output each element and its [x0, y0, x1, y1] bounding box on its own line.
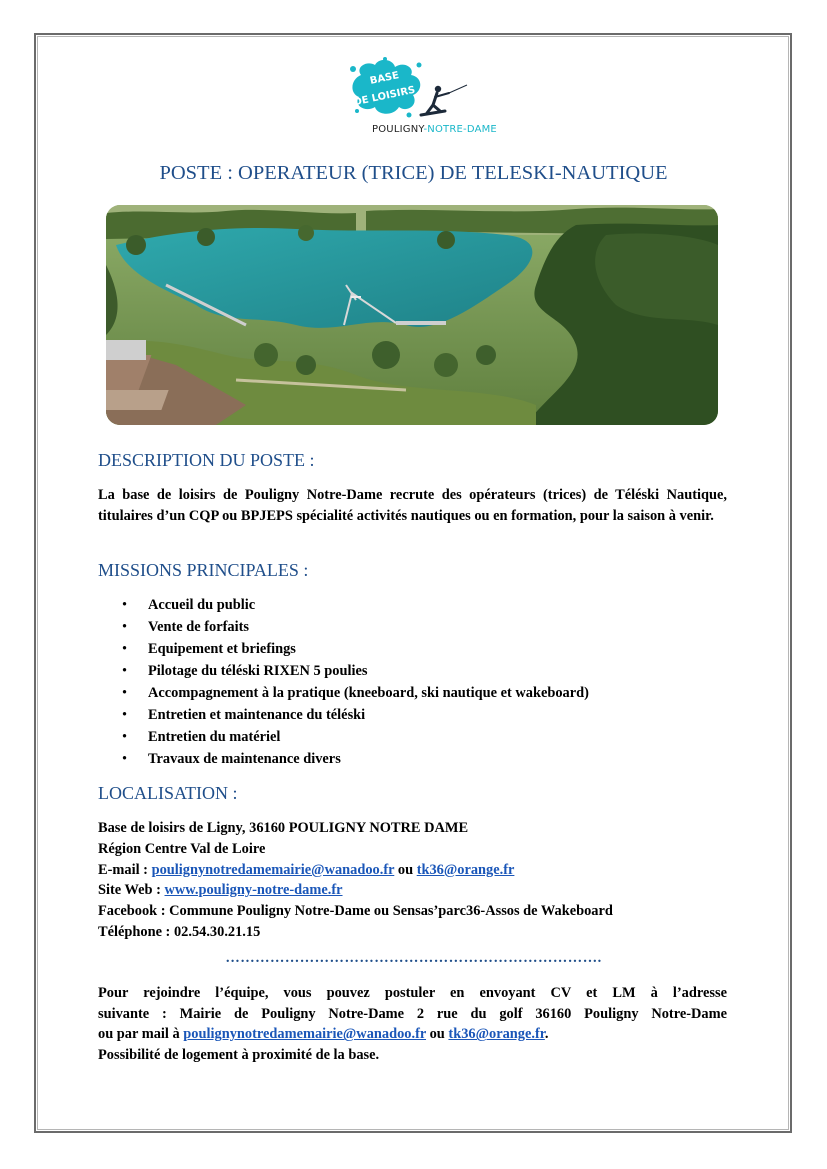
- apply-line-1: Pour rejoindre l’équipe, vous pouvez postuler en envoyant CV et LM à l’adresse: [98, 985, 727, 1001]
- email-label: E-mail :: [98, 861, 152, 878]
- apply-line-2: suivante : Mairie de Pouligny Notre-Dame 2 rue du golf 36160 Pouligny Notre-Dame: [98, 1005, 727, 1022]
- mission-label: Entretien du matériel: [148, 729, 281, 745]
- apply-paragraph: [98, 983, 727, 1066]
- region-line: Région Centre Val de Loire: [98, 840, 266, 857]
- mission-label: Accueil du public: [148, 597, 256, 613]
- localisation-details: [98, 818, 613, 943]
- apply-line-3-prefix: ou par mail à: [98, 1026, 184, 1043]
- mission-label: Accompagnement à la pratique (kneeboard, ski nautique et wakeboard): [148, 685, 589, 701]
- missions-heading: MISSIONS PRINCIPALES :: [98, 560, 309, 580]
- list-item: [122, 638, 589, 660]
- bullet-icon: •: [122, 663, 128, 679]
- mission-label: Vente de forfaits: [148, 619, 249, 635]
- logo-text-bottom: DE LOISIRS: [352, 84, 417, 109]
- email-or: ou: [394, 861, 417, 878]
- missions-list: [122, 594, 589, 770]
- logo-caption: [372, 124, 497, 135]
- list-item: [122, 594, 589, 616]
- website-line: [98, 880, 613, 901]
- bullet-icon: •: [122, 751, 128, 767]
- apply-line-3-suffix: .: [544, 1026, 549, 1043]
- address-line: Base de loisirs de Ligny, 36160 POULIGNY NOTRE DAME: [98, 820, 469, 836]
- phone-line: Téléphone : 02.54.30.21.15: [98, 923, 261, 940]
- email-link-mairie[interactable]: poulignynotredamemairie@wanadoo.fr: [151, 861, 395, 878]
- job-title: POSTE : OPERATEUR (TRICE) DE TELESKI-NAUTIQUE: [159, 162, 668, 184]
- wakeboarder-icon: [421, 85, 467, 115]
- description-text: La base de loisirs de Pouligny Notre-Dame recrute des opérateurs (trices) de Téléski Nautique, titulaires d’un CQP ou BPJEPS spécialité activités nautiques ou en formation, pour la saison à venir.: [98, 487, 727, 524]
- list-item: [122, 704, 589, 726]
- logo-text-top: BASE: [368, 70, 401, 87]
- logo-caption-part-2: -NOTRE-DAME: [423, 124, 497, 135]
- website-label: Site Web :: [98, 882, 165, 899]
- list-item: [122, 748, 589, 770]
- apply-line-4: Possibilité de logement à proximité de la base.: [98, 1047, 380, 1064]
- bullet-icon: •: [122, 707, 128, 723]
- dotted-separator: ………………………………………………………………….: [225, 950, 602, 966]
- website-link[interactable]: www.pouligny-notre-dame.fr: [164, 882, 343, 899]
- bullet-icon: •: [122, 641, 128, 657]
- facebook-line: Facebook : Commune Pouligny Notre-Dame ou Sensas’parc36-Assos de Wakeboard: [98, 903, 613, 920]
- apply-email-or: ou: [426, 1026, 449, 1043]
- list-item: [122, 616, 589, 638]
- bullet-icon: •: [122, 619, 128, 635]
- logo-caption-part-1: POULIGNY: [372, 124, 424, 135]
- description-heading: DESCRIPTION DU POSTE :: [98, 450, 315, 470]
- email-link-tk36[interactable]: tk36@orange.fr: [416, 861, 515, 878]
- mission-label: Travaux de maintenance divers: [148, 751, 341, 767]
- bullet-icon: •: [122, 729, 128, 745]
- list-item: [122, 726, 589, 748]
- apply-email-link-tk36[interactable]: tk36@orange.fr: [448, 1026, 545, 1043]
- bullet-icon: •: [122, 597, 128, 613]
- list-item: [122, 660, 589, 682]
- mission-label: Pilotage du téléski RIXEN 5 poulies: [148, 663, 368, 679]
- aerial-lake-photo: [106, 205, 718, 425]
- mission-label: Equipement et briefings: [148, 641, 296, 657]
- apply-email-link-mairie[interactable]: poulignynotredamemairie@wanadoo.fr: [183, 1026, 427, 1043]
- apply-line-3: [98, 1024, 727, 1045]
- localisation-heading: LOCALISATION :: [98, 783, 238, 803]
- bullet-icon: •: [122, 685, 128, 701]
- mission-label: Entretien et maintenance du téléski: [148, 707, 366, 723]
- list-item: [122, 682, 589, 704]
- email-line: [98, 860, 613, 881]
